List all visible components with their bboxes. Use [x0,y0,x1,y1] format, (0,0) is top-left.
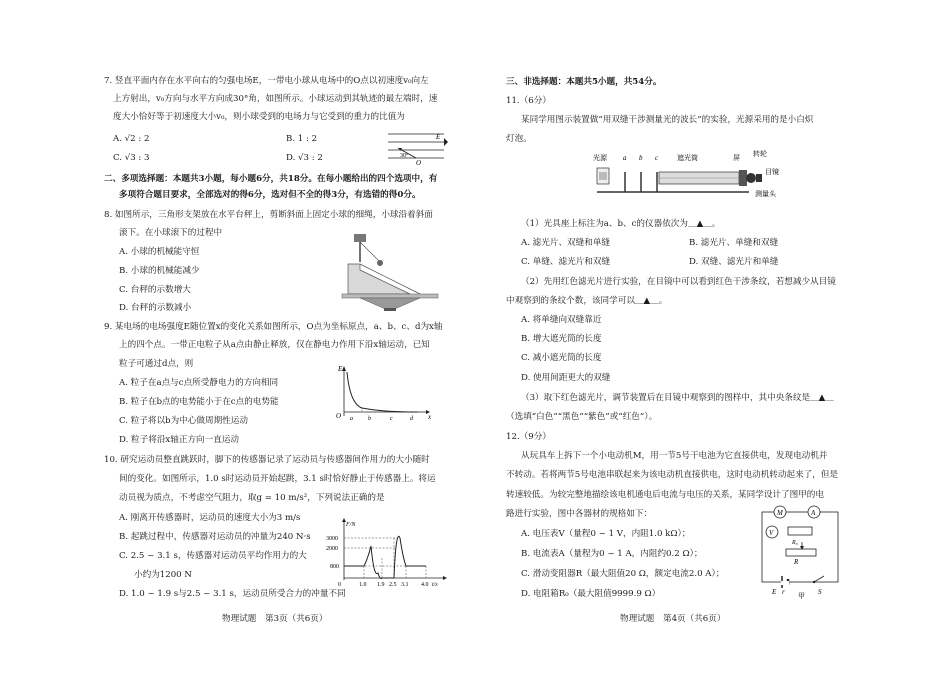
q9-point-b: b [368,416,371,422]
q8-option-c: C. 台秤的示数增大 [119,285,191,295]
q11-sub2-option-c: C. 减小遮光筒的长度 [521,353,602,363]
sec2-title-line2: 多项符合题目要求，全部选对的得6分，选对但不全的得3分，有选错的得0分。 [119,190,421,200]
q12-label-switch: S [818,588,822,596]
q11-sub1: （1）光具座上标注为a、b、c的仪器依次为＿▲＿。 [521,219,721,229]
q10-line3: 动员视为质点，不考虑空气阻力，取g = 10 m/s²，下列说法正确的是 [119,493,385,503]
q10-figure [326,518,450,590]
q12-option-b: B. 电流表A（量程为0 ~ 1 A，内阻约0.2 Ω）； [521,549,703,559]
q12-label-emf: E [772,588,777,596]
q8-line2: 滚下。在小球滚下的过程中 [119,228,223,238]
q12-figure-caption: 甲 [798,592,805,600]
q12-option-d: D. 电阻箱R₀（最大阻值9999.9 Ω） [521,589,661,599]
q7-option-a: A. √2 : 2 [113,134,150,144]
q9-option-c: C. 粒子将以b为中心做周期性运动 [119,416,248,426]
q10-x-label: t/s [432,582,438,588]
q10-tick-3-1: 3.1 [401,582,409,588]
q9-option-d: D. 粒子将沿x轴正方向一直运动 [119,435,240,445]
q12-option-c: C. 滑动变阻器R（最大阻值20 Ω，额定电流2.0 A）； [521,569,725,579]
q7-origin-label: O [416,159,422,167]
right-page [475,0,950,677]
q7-line1: 7. 竖直平面内存在水平向右的匀强电场E，一带电小球从电场中的O点以初速度v₀向左 [104,76,429,86]
q9-option-a: A. 粒子在a点与c点所受静电力的方向相同 [119,378,279,388]
q12-label-internal-r: r [782,588,785,596]
q11-line2: 灯泡。 [506,134,532,144]
q11-label-head: 测量头 [755,190,776,198]
q11-label-light: 光源 [593,154,607,162]
q12-line2: 不转动。若将两节5号电池串联起来为该电动机直接供电，这时电动机转动起来了，但是 [506,470,839,480]
q10-tick-800: 800 [330,564,339,570]
q12-line3: 转速较低。为较完整地描绘该电机通电后电流与电压的关系，某同学设计了图甲的电 [506,490,824,500]
q12-label-r0: R₀ [792,540,798,546]
q12-label-motor: M [777,509,783,517]
q9-line3: 粒子可通过d点，则 [119,359,194,369]
q8-line1: 8. 如图所示，三角形支架放在水平台秤上，剪断斜面上固定小球的细绳，小球沿着斜面 [104,210,433,220]
q11-sub3-line1: （3）取下红色滤光片，调节装置后在目镜中观察到的图样中，其中央条纹是＿▲＿ [521,393,834,403]
q10-origin: 0 [338,582,341,588]
q11-label-eyepiece: 目镜 [765,168,779,176]
q10-tick-2000: 2000 [326,546,338,552]
q10-option-a: A. 刚离开传感器时，运动员的速度大小为3 m/s [119,513,301,523]
q9-option-b: B. 粒子在b点的电势能小于在c点的电势能 [119,397,279,407]
q11-label-tube: 遮光筒 [677,154,698,162]
q12-label-rheostat: R [794,558,799,566]
q11-sub2-option-d: D. 使用间距更大的双缝 [521,373,611,383]
q9-point-d: d [410,416,413,422]
q12-line4: 路进行实验，图中各器材的规格如下： [506,509,653,519]
q7-option-c: C. √3 : 3 [113,153,150,163]
left-page-footer: 物理试题 第3页（共6页） [222,614,328,624]
q11-line1: 某同学用图示装置做“用双缝干涉测量光的波长”的实验，光源采用的是小白炽 [521,115,814,125]
q9-figure [332,366,432,421]
q9-axis-e: E [338,365,343,373]
sec3-title: 三、非选择题：本题共5小题，共54分。 [506,77,662,87]
q10-tick-2-5: 2.5 [389,582,397,588]
q8-option-a: A. 小球的机械能守恒 [119,247,200,257]
q11-sub1-option-d: D. 双缝、滤光片和单缝 [689,257,779,267]
q11-sub3-line2: （选填“白色”“黑色”“紫色”或“红色”）。 [506,412,658,422]
q10-line2: 间的变化。如图所示，1.0 s时运动员开始起跳，3.1 s时恰好静止于传感器上。将运 [119,474,436,484]
right-page-footer: 物理试题 第4页（共6页） [620,614,726,624]
q11-label-a: a [623,154,627,162]
q12-line1: 从玩具车上拆下一个小电动机M，用一节5号干电池为它直接供电，发现电动机并 [521,451,828,461]
q12-circuit-figure [752,502,848,598]
q11-figure [593,152,793,212]
q8-option-d: D. 台秤的示数减小 [119,303,192,313]
q8-option-b: B. 小球的机械能减少 [119,266,200,276]
q11-sub2-line2: 中观察到的条纹个数，该同学可以＿▲＿。 [506,296,668,306]
q7-angle-label: 30° [400,153,409,159]
q12-option-a: A. 电压表V（量程0 ~ 1 V，内阻1.0 kΩ）； [521,529,691,539]
q7-line3: 度大小恰好等于初速度大小v₀，则小球受到的电场力与它受到的重力的比值为 [113,112,405,122]
q10-tick-4-0: 4.0 [421,582,429,588]
q9-origin: O [336,412,342,420]
q12-heading: 12.（9分） [506,432,551,442]
q11-label-wheel: 转轮 [753,150,767,158]
q10-option-b: B. 起跳过程中，传感器对运动员的冲量为240 N·s [119,532,311,542]
q11-label-screen: 屏 [733,154,740,162]
q7-option-d: D. √3 : 2 [286,153,323,163]
q10-tick-1-0: 1.0 [359,582,367,588]
q9-axis-x: x [428,413,432,421]
q11-sub2-option-b: B. 增大遮光筒的长度 [521,334,602,344]
q11-label-b: b [639,154,643,162]
q7-line2: 上方射出，v₀方向与水平方向成30°角，如图所示。小球运动到其轨迹的最左端时，速 [113,94,438,104]
q11-sub2-option-a: A. 将单缝向双缝靠近 [521,315,602,325]
q11-heading: 11.（6分） [506,96,551,106]
q10-tick-1-9: 1.9 [377,582,385,588]
q12-label-ammeter: A [811,509,816,517]
q11-sub2-line1: （2）先用红色滤光片进行实验，在目镜中可以看到红色干涉条纹，若想减少从目镜 [521,277,836,287]
q11-sub1-option-b: B. 滤光片、单缝和双缝 [689,238,779,248]
q10-y-label: F/N [346,522,356,528]
q9-point-c: c [390,416,393,422]
q10-line1: 10. 研究运动员整直跳跃时，脚下的传感器记录了运动员与传感器间作用力的大小随时 [104,455,430,465]
q9-line1: 9. 某电场的电场强度E随位置x的变化关系如图所示，O点为坐标原点，a、b、c、d为x轴 [104,322,443,332]
q9-point-a: a [350,416,353,422]
q12-label-voltmeter: V [769,529,774,537]
q8-figure [340,232,440,312]
q7-field-label: E [436,133,441,141]
q11-label-c: c [655,154,659,162]
q10-option-d: D. 1.0 ~ 1.9 s与2.5 ~ 3.1 s，运动员所受合力的冲量不同 [119,589,346,599]
q7-figure [386,130,448,165]
q7-option-b: B. 1 : 2 [286,134,318,144]
sec2-title-line1: 二、多项选择题：本题共3小题，每小题6分，共18分。在每小题给出的四个选项中，有 [104,174,438,184]
q9-line2: 上的四个点。一带正电粒子从a点由静止释放，仅在静电力作用下沿x轴运动，已知 [119,340,430,350]
q11-sub1-option-a: A. 滤光片、双缝和单缝 [521,238,611,248]
q10-option-c-line2: 小约为1200 N [134,570,192,580]
q10-tick-3000: 3000 [326,536,338,542]
q11-sub1-option-c: C. 单缝、滤光片和双缝 [521,257,611,267]
q10-option-c-line1: C. 2.5 ~ 3.1 s，传感器对运动员平均作用力的大 [119,551,307,561]
